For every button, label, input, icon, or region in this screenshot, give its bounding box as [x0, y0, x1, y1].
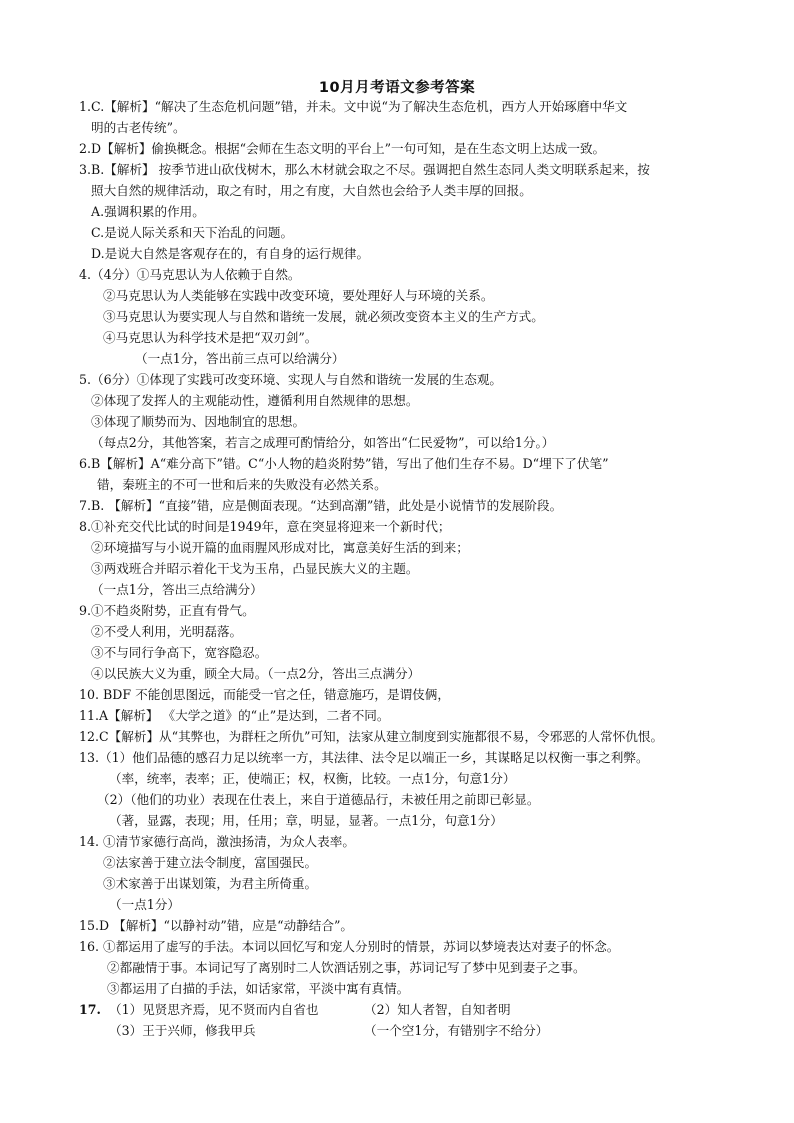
answer-blank: （1）见贤思齐焉，见不贤而内自省也 [109, 1002, 319, 1017]
answer-line: 11.A【解析】 《大学之道》的“止”是达到，二者不同。 [79, 708, 390, 723]
question-17-number: 17. [79, 1002, 101, 1017]
answer-line: （2）（他们的功业）表现在仕表上，来自于道德品行，未被任用之前即已彰显。 [97, 792, 540, 807]
answer-line: 5.（6分）①体现了实践可改变环境、实现人与自然和谐统一发展的生态观。 [79, 372, 503, 387]
answer-line: ③体现了顺势而为、因地制宜的思想。 [91, 414, 306, 429]
answer-line: 1.C.【解析】“解决了生态危机问题”错，并未。文中说“为了解决生态危机，西方人开始琢磨中华文 [79, 99, 628, 114]
answer-line: 10. BDF 不能创思图远，而能受一官之任，错意施巧，是谓伎俩， [79, 687, 450, 702]
answer-line: ②法家善于建立法令制度，富国强民。 [103, 855, 318, 870]
answer-line: 2.D【解析】偷换概念。根据“会师在生态文明的平台上”一句可知，是在生态文明上达成一致。 [79, 141, 606, 156]
answer-line: ②体现了发挥人的主观能动性，遵循利用自然规律的思想。 [91, 393, 419, 408]
answer-line: ②环境描写与小说开篇的血雨腥风形成对比，寓意美好生活的到来； [91, 540, 469, 555]
answer-line: C.是说人际关系和天下治乱的问题。 [91, 225, 294, 240]
answer-line: （一点1分，答出前三点可以给满分） [135, 351, 345, 366]
answer-line: ③马克思认为要实现人与自然和谐统一发展，就必须改变资本主义的生产方式。 [103, 309, 544, 324]
answer-line: ③都运用了白描的手法，如话家常，平淡中寓有真情。 [107, 981, 410, 996]
answer-line: 16. ①都运用了虚写的手法。本词以回忆写和宠人分别时的情景，苏词以梦境表达对妻子的怀念。 [79, 939, 620, 954]
page-title: 10月月考语文参考答案 [318, 80, 476, 96]
answer-line: （率，统率，表率；正，使端正；权，权衡，比较。一点1分，句意1分） [109, 771, 516, 786]
answer-line: （一点1分） [109, 897, 180, 912]
answer-line: ③不与同行争高下，宽容隐忍。 [91, 645, 268, 660]
answer-line: 照大自然的规律活动，取之有时，用之有度，大自然也会给予人类丰厚的回报。 [91, 183, 532, 198]
answer-line: ③术家善于出谋划策，为君主所倚重。 [103, 876, 318, 891]
answer-line: 8.①补充交代比试的时间是1949年，意在突显将迎来一个新时代； [79, 519, 451, 534]
answer-line: （著，显露，表现；用，任用；章，明显，显著。一点1分，句意1分） [109, 813, 503, 828]
answer-line: ④以民族大义为重，顾全大局。（一点2分，答出三点满分） [91, 666, 421, 681]
answer-line: ③两戏班合并昭示着化干戈为玉帛，凸显民族大义的主题。 [91, 561, 419, 576]
answer-line: 6.B【解析】A“难分高下”错。C“小人物的趋炎附势”错，写出了他们生存不易。D“埋下了伏笔” [79, 456, 609, 471]
scoring-note: （一个空1分，有错别字不给分） [364, 1023, 549, 1038]
answer-line: 明的古老传统”。 [91, 120, 186, 135]
answer-line: 错，秦班主的不可一世和后来的失败没有必然关系。 [97, 477, 387, 492]
answer-line: 13.（1）他们品德的感召力足以统率一方，其法律、法令足以端正一乡，其谋略足以权衡一事之利弊。 [79, 750, 649, 765]
answer-line: A.强调积累的作用。 [91, 204, 205, 219]
answer-line: ②不受人利用，光明磊落。 [91, 624, 243, 639]
answer-line: 4.（4分）①马克思认为人依赖于自然。 [79, 267, 301, 282]
answer-line: 14. ①清节家德行高尚，激浊扬清，为众人表率。 [79, 834, 355, 849]
answer-line: 12.C【解析】从“其弊也，为群枉之所仇”可知，法家从建立制度到实施都很不易，令邪恶的人常怀仇恨。 [79, 729, 664, 744]
answer-line: 3.B.【解析】 按季节进山砍伐树木，那么木材就会取之不尽。强调把自然生态同人类文明联系起来，按 [79, 162, 650, 177]
answer-blank: （2）知人者智，自知者明 [364, 1002, 511, 1017]
answer-line: ②马克思认为人类能够在实践中改变环境，要处理好人与环境的关系。 [103, 288, 494, 303]
answer-line: （一点1分，答出三点给满分） [91, 582, 263, 597]
answer-line: 9.①不趋炎附势，正直有骨气。 [79, 603, 255, 618]
answer-blank: （3）王于兴师，修我甲兵 [109, 1023, 256, 1038]
answer-line: ②都融情于事。本词记写了离别时二人饮酒话别之事，苏词记写了梦中见到妻子之事。 [107, 960, 586, 975]
answer-line: 7.B. 【解析】“直接”错，应是侧面表现。“达到高潮”错，此处是小说情节的发展阶段。 [79, 498, 563, 513]
answer-line: （每点2分，其他答案，若言之成理可酌情给分，如答出“仁民爱物”，可以给1分。） [91, 435, 555, 450]
answer-line: 15.D 【解析】“以静衬动”错，应是“动静结合”。 [79, 918, 353, 933]
answer-line: D.是说大自然是客观存在的，有自身的运行规律。 [91, 246, 370, 261]
answer-line: ④马克思认为科学技术是把“双刃剑”。 [103, 330, 318, 345]
